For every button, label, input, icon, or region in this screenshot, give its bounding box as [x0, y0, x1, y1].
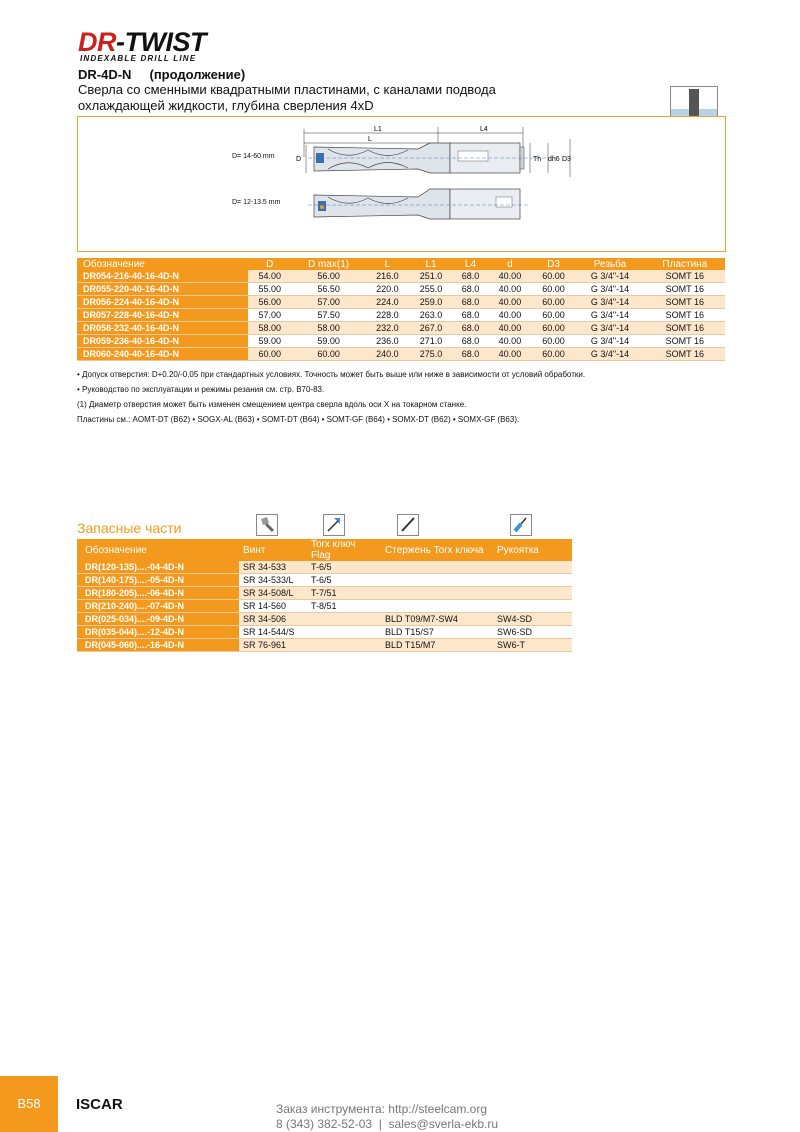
designation-cell: DR058-232-40-16-4D-N: [77, 322, 248, 335]
value-cell: 232.0: [366, 322, 410, 335]
spare-col-screw: Винт: [239, 539, 307, 561]
value-cell: 57.00: [292, 296, 366, 309]
col-l: L: [366, 258, 410, 270]
value-cell: 216.0: [366, 270, 410, 283]
note-tolerance: • Допуск отверстия: D+0.20/-0.05 при стандартных условиях. Точность может быть выше или ниже в зависимости от условий обработки.: [77, 370, 586, 379]
value-cell: SOMT 16: [645, 322, 725, 335]
value-cell: T-8/51: [307, 600, 381, 613]
value-cell: [307, 639, 381, 652]
table-row: [77, 639, 572, 652]
designation-cell: DR(140-175)....-05-4D-N: [77, 574, 239, 587]
designation-cell: DR(035-044)....-12-4D-N: [77, 626, 239, 639]
value-cell: SR 34-508/L: [239, 587, 307, 600]
value-cell: G 3/4"-14: [575, 270, 644, 283]
value-cell: 60.00: [532, 283, 576, 296]
col-dmax: D max(1): [292, 258, 366, 270]
value-cell: 57.50: [292, 309, 366, 322]
designation-cell: DR(120-135)....-04-4D-N: [77, 561, 239, 574]
value-cell: 40.00: [488, 335, 532, 348]
value-cell: 68.0: [453, 270, 488, 283]
page-number: B58: [0, 1076, 58, 1132]
value-cell: SW6-SD: [493, 626, 572, 639]
col-l1: L1: [409, 258, 453, 270]
table-row: [77, 587, 572, 600]
value-cell: SOMT 16: [645, 283, 725, 296]
value-cell: T-7/51: [307, 587, 381, 600]
value-cell: [493, 600, 572, 613]
col-d3: D3: [532, 258, 576, 270]
value-cell: 56.00: [292, 270, 366, 283]
value-cell: 60.00: [532, 270, 576, 283]
value-cell: 60.00: [532, 348, 576, 361]
value-cell: 271.0: [409, 335, 453, 348]
page-title: DR-4D-N (продолжение): [78, 67, 246, 82]
table-row: [77, 322, 725, 335]
value-cell: 57.00: [248, 309, 292, 322]
order-line: Заказ инструмента: http://steelcam.org: [276, 1102, 488, 1116]
table-row: [77, 335, 725, 348]
value-cell: 220.0: [366, 283, 410, 296]
table-row: [77, 561, 572, 574]
designation-cell: DR056-224-40-16-4D-N: [77, 296, 248, 309]
spec-table: [77, 258, 725, 361]
spare-col-handle: Рукоятка: [493, 539, 572, 561]
dr-twist-logo: [78, 28, 206, 56]
value-cell: SOMT 16: [645, 270, 725, 283]
value-cell: 60.00: [532, 296, 576, 309]
value-cell: 224.0: [366, 296, 410, 309]
value-cell: 68.0: [453, 283, 488, 296]
value-cell: [381, 574, 493, 587]
spare-col-designation: Обозначение: [77, 539, 239, 561]
label-top-drill: D= 14-60 mm: [232, 153, 275, 160]
value-cell: [493, 561, 572, 574]
value-cell: [381, 561, 493, 574]
value-cell: 60.00: [532, 335, 576, 348]
value-cell: SR 14-544/S: [239, 626, 307, 639]
value-cell: G 3/4"-14: [575, 335, 644, 348]
dim-d3: D3: [562, 156, 571, 163]
value-cell: 40.00: [488, 322, 532, 335]
value-cell: SOMT 16: [645, 348, 725, 361]
drill-drawing: [77, 116, 726, 252]
value-cell: 263.0: [409, 309, 453, 322]
spare-parts-table: [77, 539, 572, 652]
value-cell: 40.00: [488, 296, 532, 309]
value-cell: G 3/4"-14: [575, 309, 644, 322]
torx-flag-key-icon: [323, 514, 345, 536]
table-row: [77, 613, 572, 626]
value-cell: 240.0: [366, 348, 410, 361]
handle-icon: [510, 514, 532, 536]
value-cell: 236.0: [366, 335, 410, 348]
value-cell: 59.00: [248, 335, 292, 348]
value-cell: SOMT 16: [645, 296, 725, 309]
value-cell: 54.00: [248, 270, 292, 283]
value-cell: [307, 613, 381, 626]
value-cell: 68.0: [453, 348, 488, 361]
page-subtitle: Сверла со сменными квадратными пластинами, с каналами подвода охлаждающей жидкости, глубина сверления 4xD: [78, 82, 496, 113]
contact-line: 8 (343) 382-52-03 | sales@sverla-ekb.ru: [276, 1117, 499, 1131]
value-cell: SR 34-533: [239, 561, 307, 574]
value-cell: 228.0: [366, 309, 410, 322]
spare-header-row: [77, 539, 572, 561]
value-cell: 68.0: [453, 335, 488, 348]
value-cell: T-6/5: [307, 561, 381, 574]
logo-red-part: DR: [78, 27, 116, 57]
note-inserts: Пластины см.: AOMT-DT (B62) • SOGX-AL (B63) • SOMT-DT (B64) • SOMT-GF (B64) • SOMX-DT (B62) • SOMX-GF (B63).: [77, 415, 520, 424]
value-cell: 255.0: [409, 283, 453, 296]
value-cell: 267.0: [409, 322, 453, 335]
value-cell: 60.00: [292, 348, 366, 361]
value-cell: BLD T15/M7: [381, 639, 493, 652]
table-row: [77, 270, 725, 283]
col-d: D: [248, 258, 292, 270]
col-l4: L4: [453, 258, 488, 270]
value-cell: SR 34-506: [239, 613, 307, 626]
value-cell: SW6-T: [493, 639, 572, 652]
torx-key-blade-icon: [397, 514, 419, 536]
logo-black-part: TWIST: [124, 27, 206, 57]
label-bottom-drill: D= 12-13.5 mm: [232, 199, 281, 206]
value-cell: 40.00: [488, 309, 532, 322]
value-cell: 58.00: [248, 322, 292, 335]
value-cell: 56.50: [292, 283, 366, 296]
logo-subtitle: INDEXABLE DRILL LINE: [80, 54, 197, 63]
designation-cell: DR(025-034)....-09-4D-N: [77, 613, 239, 626]
value-cell: [307, 626, 381, 639]
value-cell: 251.0: [409, 270, 453, 283]
col-d-small: d: [488, 258, 532, 270]
value-cell: 40.00: [488, 283, 532, 296]
value-cell: [381, 587, 493, 600]
designation-cell: DR057-228-40-16-4D-N: [77, 309, 248, 322]
screw-icon: [256, 514, 278, 536]
designation-cell: DR(180-205)....-06-4D-N: [77, 587, 239, 600]
note-guide: • Руководство по эксплуатации и режимы резания см. стр. B70-83.: [77, 385, 325, 394]
value-cell: 60.00: [532, 309, 576, 322]
designation-cell: DR(045-060)....-16-4D-N: [77, 639, 239, 652]
value-cell: 55.00: [248, 283, 292, 296]
value-cell: [493, 587, 572, 600]
value-cell: 275.0: [409, 348, 453, 361]
value-cell: T-6/5: [307, 574, 381, 587]
spare-parts-title: Запасные части: [77, 520, 182, 536]
table-row: [77, 574, 572, 587]
value-cell: G 3/4"-14: [575, 283, 644, 296]
dim-l4: L4: [480, 126, 488, 133]
value-cell: G 3/4"-14: [575, 348, 644, 361]
value-cell: 68.0: [453, 309, 488, 322]
value-cell: 59.00: [292, 335, 366, 348]
value-cell: G 3/4"-14: [575, 322, 644, 335]
footer-contact: [276, 1102, 498, 1132]
value-cell: 60.00: [248, 348, 292, 361]
col-thread: Резьба: [575, 258, 644, 270]
spare-col-blade: Стержень Torx ключа: [381, 539, 493, 561]
value-cell: 58.00: [292, 322, 366, 335]
dim-dh6: dh6: [548, 156, 560, 163]
table-row: [77, 600, 572, 613]
spare-col-flag-key: Torx ключ Flag: [307, 539, 381, 561]
designation-cell: DR(210-240)....-07-4D-N: [77, 600, 239, 613]
notes-block: [77, 369, 727, 429]
designation-cell: DR055-220-40-16-4D-N: [77, 283, 248, 296]
value-cell: 259.0: [409, 296, 453, 309]
value-cell: BLD T15/S7: [381, 626, 493, 639]
table-row: [77, 626, 572, 639]
table-row: [77, 309, 725, 322]
table-row: [77, 283, 725, 296]
value-cell: 40.00: [488, 270, 532, 283]
value-cell: 56.00: [248, 296, 292, 309]
dim-l1: L1: [374, 126, 382, 133]
value-cell: SR 76-961: [239, 639, 307, 652]
value-cell: [493, 574, 572, 587]
col-insert: Пластина: [645, 258, 725, 270]
value-cell: 68.0: [453, 322, 488, 335]
value-cell: BLD T09/M7-SW4: [381, 613, 493, 626]
designation-cell: DR054-216-40-16-4D-N: [77, 270, 248, 283]
designation-cell: DR060-240-40-16-4D-N: [77, 348, 248, 361]
logo-dash: -: [116, 27, 125, 57]
col-designation: Обозначение: [77, 258, 248, 270]
value-cell: SR 14-560: [239, 600, 307, 613]
note-diameter: (1) Диаметр отверстия может быть изменен смещением центра сверла вдоль оси X на токарном станке.: [77, 400, 467, 409]
value-cell: 68.0: [453, 296, 488, 309]
dim-l: L: [368, 136, 372, 143]
dim-th: Th: [533, 156, 542, 163]
value-cell: [381, 600, 493, 613]
table-row: [77, 348, 725, 361]
value-cell: 60.00: [532, 322, 576, 335]
value-cell: SR 34-533/L: [239, 574, 307, 587]
footer-brand: ISCAR: [76, 1096, 123, 1113]
value-cell: SW4-SD: [493, 613, 572, 626]
value-cell: G 3/4"-14: [575, 296, 644, 309]
dim-d: D: [296, 156, 302, 163]
spec-header-row: [77, 258, 725, 270]
designation-cell: DR059-236-40-16-4D-N: [77, 335, 248, 348]
value-cell: SOMT 16: [645, 335, 725, 348]
value-cell: 40.00: [488, 348, 532, 361]
value-cell: SOMT 16: [645, 309, 725, 322]
table-row: [77, 296, 725, 309]
